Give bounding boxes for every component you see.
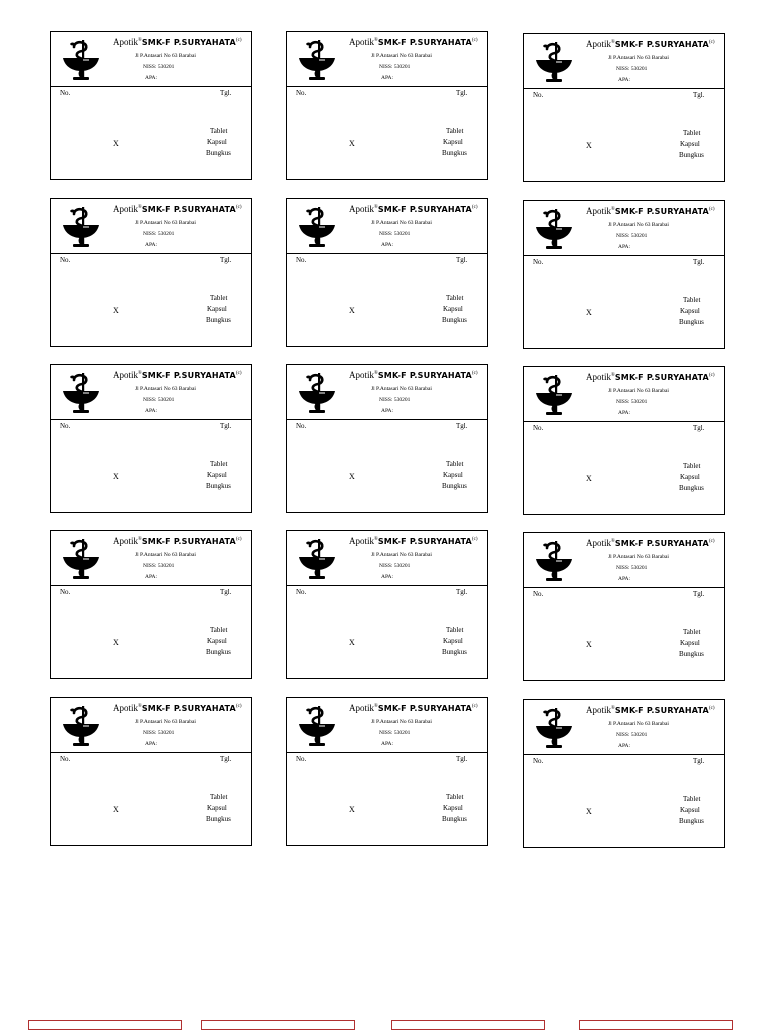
apa-field: APA: [618,244,631,250]
dosage-x-mark: X [113,139,119,148]
label-header [524,34,724,89]
form-bungkus: Bungkus [206,149,231,157]
pharmacy-address: Jl P.Antasari No 63 Barabai [608,554,669,560]
form-capsule: Kapsul [443,804,463,812]
bowl-of-hygieia-icon [59,205,103,249]
apa-field: APA: [381,408,394,414]
number-field-label: No. [60,588,71,596]
date-field-label: Tgl. [220,588,232,596]
niss-number: NISS: 530201 [616,233,648,239]
form-bungkus: Bungkus [442,316,467,324]
label-header [524,201,724,256]
prescription-label [286,530,488,679]
pharmacy-name: Apotik®SMK-F P.SURYAHATA$^{(c)}$ [586,206,715,216]
number-field-label: No. [296,256,307,264]
apa-field: APA: [618,576,631,582]
form-capsule: Kapsul [680,140,700,148]
bowl-of-hygieia-icon [532,40,576,84]
prescription-label [50,530,252,679]
pharmacy-name: Apotik®SMK-F P.SURYAHATA$^{(c)}$ [586,538,715,548]
date-field-label: Tgl. [693,424,705,432]
number-field-label: No. [533,590,544,598]
form-bungkus: Bungkus [206,815,231,823]
pharmacy-name: Apotik®SMK-F P.SURYAHATA$^{(c)}$ [349,37,478,47]
form-tablet: Tablet [210,460,228,468]
label-header [51,199,251,254]
dosage-form-options [679,128,704,161]
label-header [287,32,487,87]
prescription-label [523,532,725,681]
date-field-label: Tgl. [456,89,468,97]
label-header [524,700,724,755]
apa-field: APA: [618,77,631,83]
bowl-of-hygieia-icon [295,371,339,415]
form-tablet: Tablet [446,460,464,468]
number-field-label: No. [296,422,307,430]
dosage-x-mark: X [349,805,355,814]
form-bungkus: Bungkus [679,817,704,825]
form-bungkus: Bungkus [442,648,467,656]
label-header [51,32,251,87]
number-field-label: No. [60,422,71,430]
next-page-label-edge [201,1020,355,1030]
pharmacy-address: Jl P.Antasari No 63 Barabai [135,552,196,558]
niss-number: NISS: 530201 [379,64,411,70]
form-capsule: Kapsul [207,138,227,146]
date-field-label: Tgl. [693,91,705,99]
date-field-label: Tgl. [693,590,705,598]
label-header [287,199,487,254]
label-header [287,531,487,586]
number-field-label: No. [296,588,307,596]
prescription-label [523,699,725,848]
number-field-label: No. [296,89,307,97]
form-tablet: Tablet [683,129,701,137]
pharmacy-address: Jl P.Antasari No 63 Barabai [135,719,196,725]
form-capsule: Kapsul [680,806,700,814]
niss-number: NISS: 530201 [616,66,648,72]
pharmacy-address: Jl P.Antasari No 63 Barabai [608,222,669,228]
dosage-form-options [442,625,467,658]
dosage-x-mark: X [586,807,592,816]
form-capsule: Kapsul [443,305,463,313]
pharmacy-address: Jl P.Antasari No 63 Barabai [371,552,432,558]
date-field-label: Tgl. [456,256,468,264]
pharmacy-address: Jl P.Antasari No 63 Barabai [608,55,669,61]
date-field-label: Tgl. [456,755,468,763]
niss-number: NISS: 530201 [379,730,411,736]
apa-field: APA: [145,75,158,81]
form-capsule: Kapsul [207,471,227,479]
dosage-form-options [442,126,467,159]
date-field-label: Tgl. [220,422,232,430]
apa-field: APA: [145,242,158,248]
form-tablet: Tablet [683,795,701,803]
next-page-label-edge [28,1020,182,1030]
label-header [287,365,487,420]
form-bungkus: Bungkus [206,482,231,490]
bowl-of-hygieia-icon [59,704,103,748]
date-field-label: Tgl. [693,757,705,765]
pharmacy-address: Jl P.Antasari No 63 Barabai [371,220,432,226]
label-header [524,533,724,588]
date-field-label: Tgl. [220,89,232,97]
number-field-label: No. [296,755,307,763]
dosage-x-mark: X [586,141,592,150]
apa-field: APA: [145,574,158,580]
prescription-label [50,198,252,347]
form-bungkus: Bungkus [206,648,231,656]
prescription-label [286,697,488,846]
apa-field: APA: [381,574,394,580]
bowl-of-hygieia-icon [532,706,576,750]
bowl-of-hygieia-icon [295,38,339,82]
niss-number: NISS: 530201 [143,563,175,569]
niss-number: NISS: 530201 [616,399,648,405]
label-header [51,698,251,753]
pharmacy-name: Apotik®SMK-F P.SURYAHATA$^{(c)}$ [113,703,242,713]
form-tablet: Tablet [683,462,701,470]
apa-field: APA: [618,743,631,749]
form-bungkus: Bungkus [442,482,467,490]
form-tablet: Tablet [210,626,228,634]
bowl-of-hygieia-icon [532,207,576,251]
pharmacy-name: Apotik®SMK-F P.SURYAHATA$^{(c)}$ [349,703,478,713]
number-field-label: No. [60,256,71,264]
dosage-x-mark: X [586,474,592,483]
form-tablet: Tablet [683,628,701,636]
niss-number: NISS: 530201 [143,64,175,70]
label-header [51,531,251,586]
date-field-label: Tgl. [220,755,232,763]
niss-number: NISS: 530201 [143,397,175,403]
form-bungkus: Bungkus [679,650,704,658]
pharmacy-name: Apotik®SMK-F P.SURYAHATA$^{(c)}$ [113,37,242,47]
label-header [51,365,251,420]
bowl-of-hygieia-icon [295,537,339,581]
next-page-label-edge [579,1020,733,1030]
dosage-form-options [679,627,704,660]
pharmacy-address: Jl P.Antasari No 63 Barabai [135,386,196,392]
apa-field: APA: [145,741,158,747]
dosage-x-mark: X [349,638,355,647]
niss-number: NISS: 530201 [379,563,411,569]
number-field-label: No. [533,757,544,765]
number-field-label: No. [60,755,71,763]
label-header [524,367,724,422]
prescription-label [50,697,252,846]
bowl-of-hygieia-icon [59,537,103,581]
form-tablet: Tablet [210,294,228,302]
prescription-label [286,364,488,513]
form-bungkus: Bungkus [206,316,231,324]
apa-field: APA: [381,242,394,248]
pharmacy-address: Jl P.Antasari No 63 Barabai [135,53,196,59]
dosage-x-mark: X [349,306,355,315]
bowl-of-hygieia-icon [532,539,576,583]
dosage-form-options [206,792,231,825]
niss-number: NISS: 530201 [616,732,648,738]
form-tablet: Tablet [446,626,464,634]
apa-field: APA: [381,741,394,747]
prescription-label [523,200,725,349]
form-capsule: Kapsul [443,138,463,146]
apa-field: APA: [145,408,158,414]
pharmacy-address: Jl P.Antasari No 63 Barabai [371,53,432,59]
dosage-form-options [206,459,231,492]
date-field-label: Tgl. [456,422,468,430]
next-page-label-edge [391,1020,545,1030]
niss-number: NISS: 530201 [379,231,411,237]
dosage-x-mark: X [586,640,592,649]
dosage-form-options [442,459,467,492]
date-field-label: Tgl. [220,256,232,264]
bowl-of-hygieia-icon [295,205,339,249]
bowl-of-hygieia-icon [59,38,103,82]
dosage-x-mark: X [113,472,119,481]
pharmacy-address: Jl P.Antasari No 63 Barabai [608,388,669,394]
number-field-label: No. [60,89,71,97]
date-field-label: Tgl. [693,258,705,266]
niss-number: NISS: 530201 [143,231,175,237]
pharmacy-name: Apotik®SMK-F P.SURYAHATA$^{(c)}$ [113,204,242,214]
pharmacy-name: Apotik®SMK-F P.SURYAHATA$^{(c)}$ [586,39,715,49]
pharmacy-name: Apotik®SMK-F P.SURYAHATA$^{(c)}$ [349,370,478,380]
dosage-x-mark: X [349,472,355,481]
dosage-form-options [442,293,467,326]
label-header [287,698,487,753]
apa-field: APA: [381,75,394,81]
number-field-label: No. [533,258,544,266]
pharmacy-name: Apotik®SMK-F P.SURYAHATA$^{(c)}$ [113,536,242,546]
form-bungkus: Bungkus [679,484,704,492]
dosage-form-options [206,625,231,658]
form-bungkus: Bungkus [442,815,467,823]
form-capsule: Kapsul [680,307,700,315]
pharmacy-name: Apotik®SMK-F P.SURYAHATA$^{(c)}$ [349,536,478,546]
pharmacy-address: Jl P.Antasari No 63 Barabai [371,719,432,725]
dosage-x-mark: X [586,308,592,317]
bowl-of-hygieia-icon [295,704,339,748]
dosage-x-mark: X [349,139,355,148]
apa-field: APA: [618,410,631,416]
pharmacy-name: Apotik®SMK-F P.SURYAHATA$^{(c)}$ [349,204,478,214]
pharmacy-address: Jl P.Antasari No 63 Barabai [371,386,432,392]
form-bungkus: Bungkus [679,318,704,326]
dosage-x-mark: X [113,638,119,647]
prescription-label [50,31,252,180]
niss-number: NISS: 530201 [379,397,411,403]
prescription-label [286,31,488,180]
form-tablet: Tablet [446,294,464,302]
form-capsule: Kapsul [207,637,227,645]
form-capsule: Kapsul [443,637,463,645]
form-bungkus: Bungkus [679,151,704,159]
pharmacy-name: Apotik®SMK-F P.SURYAHATA$^{(c)}$ [586,705,715,715]
niss-number: NISS: 530201 [143,730,175,736]
bowl-of-hygieia-icon [532,373,576,417]
date-field-label: Tgl. [456,588,468,596]
form-capsule: Kapsul [443,471,463,479]
form-tablet: Tablet [446,793,464,801]
pharmacy-name: Apotik®SMK-F P.SURYAHATA$^{(c)}$ [113,370,242,380]
form-capsule: Kapsul [207,305,227,313]
form-tablet: Tablet [210,793,228,801]
form-capsule: Kapsul [680,639,700,647]
form-capsule: Kapsul [207,804,227,812]
dosage-form-options [206,293,231,326]
number-field-label: No. [533,91,544,99]
number-field-label: No. [533,424,544,432]
bowl-of-hygieia-icon [59,371,103,415]
dosage-x-mark: X [113,306,119,315]
dosage-form-options [442,792,467,825]
form-bungkus: Bungkus [442,149,467,157]
pharmacy-address: Jl P.Antasari No 63 Barabai [608,721,669,727]
prescription-label [286,198,488,347]
form-tablet: Tablet [446,127,464,135]
dosage-form-options [679,794,704,827]
prescription-label [50,364,252,513]
form-tablet: Tablet [210,127,228,135]
pharmacy-address: Jl P.Antasari No 63 Barabai [135,220,196,226]
niss-number: NISS: 530201 [616,565,648,571]
dosage-x-mark: X [113,805,119,814]
dosage-form-options [679,295,704,328]
dosage-form-options [206,126,231,159]
prescription-label [523,33,725,182]
dosage-form-options [679,461,704,494]
form-capsule: Kapsul [680,473,700,481]
form-tablet: Tablet [683,296,701,304]
prescription-label [523,366,725,515]
pharmacy-name: Apotik®SMK-F P.SURYAHATA$^{(c)}$ [586,372,715,382]
